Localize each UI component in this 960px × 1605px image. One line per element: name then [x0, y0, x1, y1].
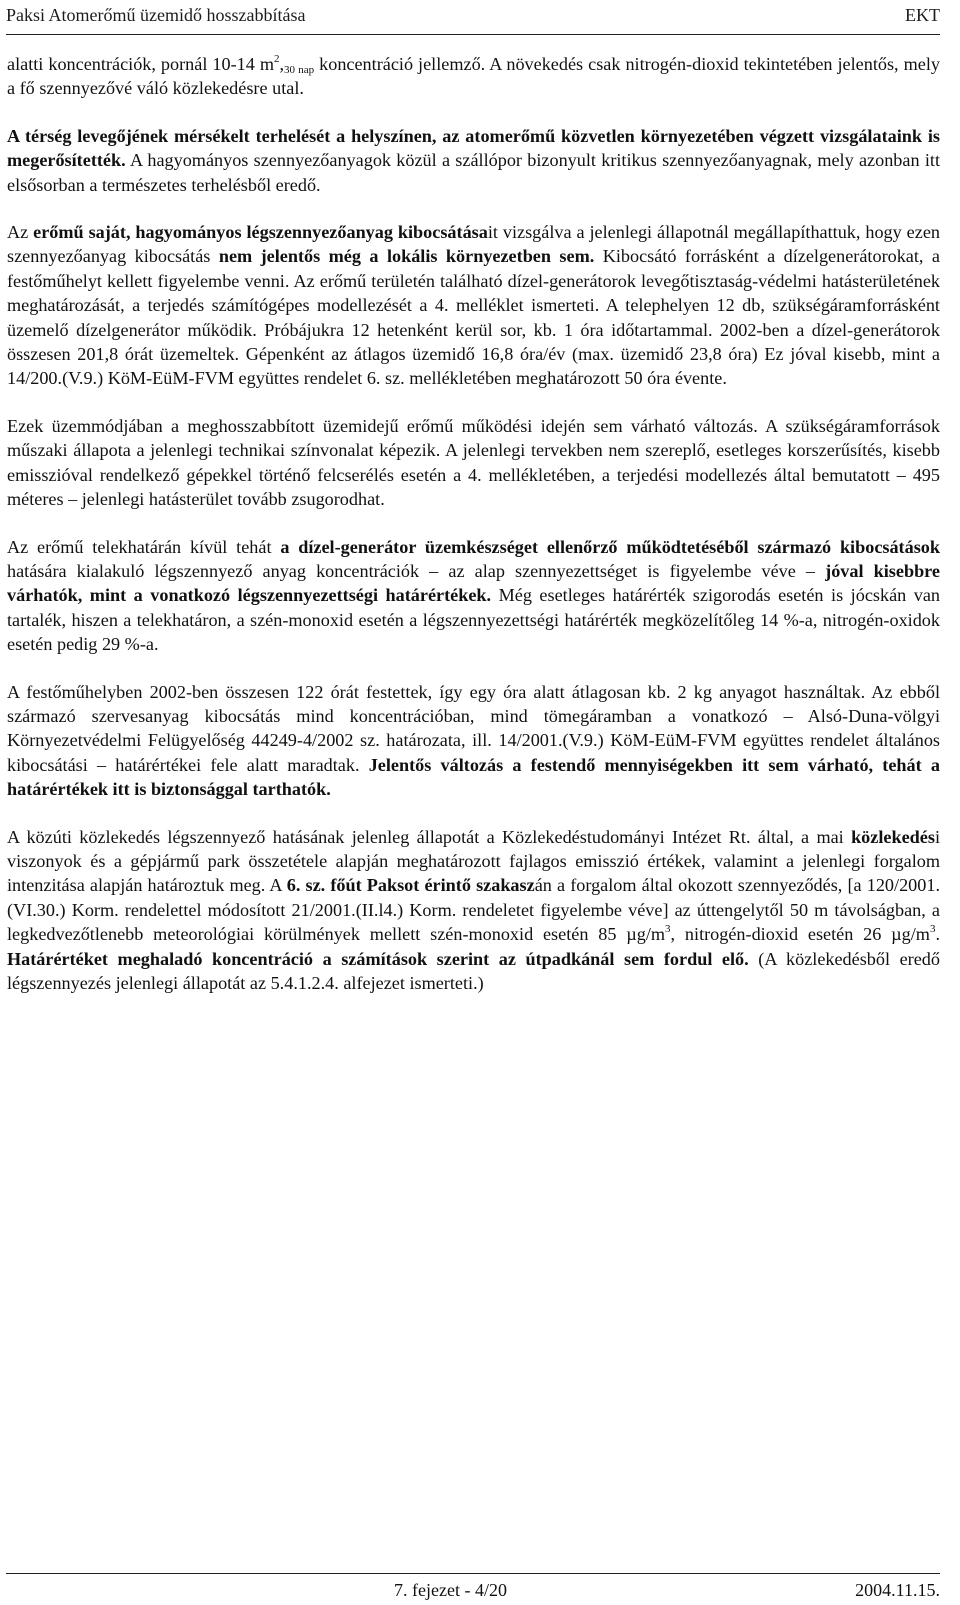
organization-label: EKT — [905, 5, 940, 25]
paragraph-2: A térség levegőjének mérsékelt terhelését a helyszínen, az atomerőmű közvetlen környezetében végzett vizsgálataink is megerősítették. A hagyományos szennyezőanyagok közül a szállópor bizonyult kritikus szennyezőanyagnak, mely azonban itt elsősorban a természetes terhelésből eredő. — [7, 125, 940, 195]
document-title: Paksi Atomerőmű üzemidő hosszabbítása — [6, 5, 306, 25]
page-number: 7. fejezet - 4/20 — [394, 1580, 507, 1600]
paragraph-6: A festőműhelyben 2002-ben összesen 122 órát festettek, így egy óra alatt átlagosan kb. 2 kg anyagot használtak. Az ebből származó szervesanyag kibocsátás mind koncentrációban, mind tömegáramban a vonatkozó – Alsó-Duna-völgyi Környezetvédelmi Felügyelőség 44249-4/2002 sz. határozata, ill. 14/2001.(V.9.) KöM-EüM-FVM együttes rendelet általános kibocsátási – határértékei fele alatt maradtak. Jelentős változás a festendő mennyiségekben itt sem várható, tehát a határértékek itt is biztonsággal tarthatók. — [7, 681, 940, 800]
paragraph-1: alatti koncentrációk, pornál 10-14 $m^2,_{30 nap}$ koncentráció jellemző. A növekedés csak nitrogén-dioxid tekintetében jelentős, mely a fő szennyezővé váló közlekedésre utal. — [7, 53, 940, 99]
paragraph-5: Az erőmű telekhatárán kívül tehát a dízel-generátor üzemkészséget ellenőrző működtetéséből származó kibocsátások hatására kialakuló légszennyező anyag koncentrációk – az alap szennyezettséget is figyelembe véve – jóval kisebbre várhatók, mint a vonatkozó légszennyezettségi határértékek. Még esetleges határérték szigorodás esetén is jócskán van tartalék, hiszen a telekhatáron, a szén-monoxid esetén a légszennyezettségi határérték megközelítőleg 14 %-a, nitrogén-oxidok esetén pedig 29 %-a. — [7, 536, 941, 655]
page-footer — [6, 1573, 940, 1602]
document-body — [7, 52, 940, 1018]
document-date: 2004.11.15. — [855, 1580, 940, 1600]
paragraph-3: Az erőmű saját, hagyományos légszennyezőanyag kibocsátásait vizsgálva a jelenlegi állapotnál megállapíthattuk, hogy ezen szennyezőanyag kibocsátás nem jelentős még a lokális környezetben sem. Kibocsátó forrásként a dízelgenerátorokat, a festőműhelyt kellett figyelembe venni. Az erőmű területén található dízel-generátorok levegőtisztaság-védelmi hatásterületének meghatározását, a terjedés számítógépes modellezését a 4. melléklet ismerteti. A telephelyen 12 db, szükségáramforrásként üzemelő dízelgenerátor működik. Próbájukra 12 hetenként kerül sor, kb. 1 óra időtartammal. 2002-ben a dízel-generátorok összesen 201,8 órát üzemeltek. Gépenként az átlagos üzemidő 16,8 óra/év (max. üzemidő 23,8 óra) Ez jóval kisebb, mint a 14/200.(V.9.) KöM-EüM-FVM együttes rendelet 6. sz. mellékletében meghatározott 50 óra évente. — [7, 222, 940, 389]
paragraph-4: Ezek üzemmódjában a meghosszabbított üzemidejű erőmű működési idején sem várható változás. A szükségáramforrások műszaki állapota a jelenlegi technikai színvonalat képezik. A jelenlegi tervekben nem szereplő, esetleges korszerűsítés, kisebb emisszióval rendelkező gépekkel történő felcserélés esetén a 4. mellékletében, a terjedési modellezés által bemutatott – 495 méteres – jelenlegi hatásterület tovább zsugorodhat. — [7, 415, 940, 510]
page-header — [6, 4, 940, 35]
paragraph-7: A közúti közlekedés légszennyező hatásának jelenleg állapotát a Közlekedéstudományi Intézet Rt. által, a mai közlekedési viszonyok és a gépjármű park összetétele alapján meghatározott fajlagos emisszió értékek, valamint a jelenlegi forgalom intenzitása alapján határoztuk meg. A 6. sz. főút Paksot érintő szakaszán a forgalom által okozott szennyeződés, [a 120/2001.(VI.30.) Korm. rendelettel módosított 21/2001.(II.l4.) Korm. rendeletet figyelembe véve] az úttengelytől 50 m távolságban, a legkedvezőtlenebb meteorológiai körülmények mellett szén-monoxid esetén 85 $\mu g/m^3$, nitrogén-dioxid esetén 26 $\mu g/m^3$. Határértéket meghaladó koncentráció a számítások szerint az útpadkánál sem fordul elő. (A közlekedésből eredő légszennyezés jelenlegi állapotát az 5.4.1.2.4. alfejezet ismerteti.) — [7, 826, 940, 993]
